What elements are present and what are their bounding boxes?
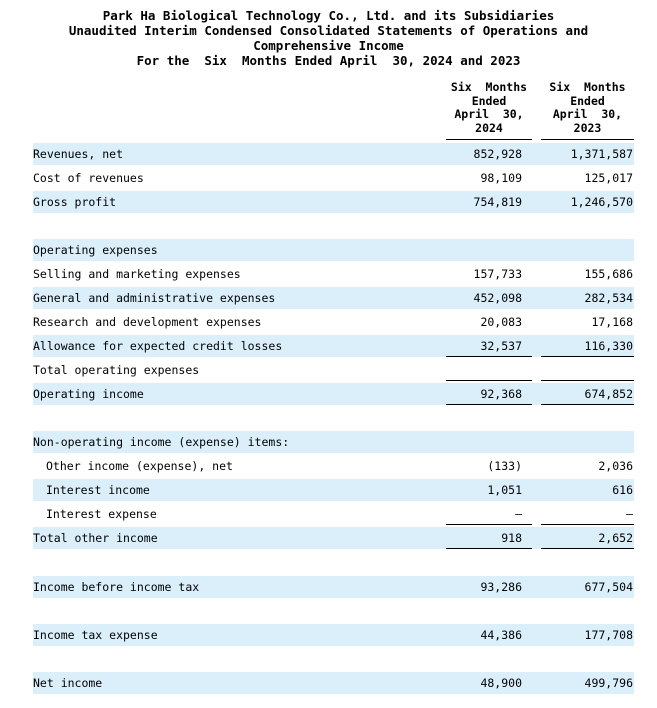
value-2023: 2,652 <box>598 531 633 545</box>
total-rule <box>446 356 532 357</box>
value-2024: 754,819 <box>473 195 522 209</box>
row-label: Operating income <box>33 387 144 401</box>
row-label: Other income (expense), net <box>46 459 233 473</box>
value-2023: 677,504 <box>584 580 633 594</box>
value-2024: 44,386 <box>480 628 522 642</box>
value-2023: 616 <box>612 483 633 497</box>
statement-row <box>33 287 634 309</box>
value-2024: 92,368 <box>480 387 522 401</box>
row-label: Total other income <box>33 531 158 545</box>
value-2024: (133) <box>487 459 522 473</box>
value-2024: 918 <box>501 531 522 545</box>
row-label: Interest income <box>46 483 150 497</box>
spacer-row <box>33 407 634 429</box>
spacer-row <box>33 552 634 574</box>
value-2024: 452,098 <box>473 291 522 305</box>
statement-row <box>33 503 634 525</box>
value-2024: 93,286 <box>480 580 522 594</box>
row-label: Research and development expenses <box>33 315 262 329</box>
value-2024: 32,537 <box>480 339 522 353</box>
total-rule <box>446 524 532 525</box>
row-label: Operating expenses <box>33 243 158 257</box>
statement-row <box>33 624 634 646</box>
statement-row <box>33 335 634 357</box>
period-line: For the Six Months Ended April 30, 2024 and 2023 <box>136 53 521 68</box>
column-header-line: 2023 <box>573 120 602 135</box>
value-2024: 20,083 <box>480 315 522 329</box>
row-label: Allowance for expected credit losses <box>33 339 283 353</box>
statement-row <box>33 479 634 501</box>
statement-row <box>33 239 634 261</box>
column-header-line: Six Months <box>549 80 626 94</box>
value-2023: — <box>626 507 633 521</box>
row-label: Income before income tax <box>33 580 200 594</box>
column-header-line: 2024 <box>475 120 503 135</box>
column-header-line: Ended <box>471 93 507 108</box>
statement-name-line1: Unaudited Interim Condensed Consolidated Statements of Operations and <box>68 23 589 38</box>
statement-row <box>33 311 634 333</box>
value-2023: 17,168 <box>591 315 633 329</box>
row-label: Cost of revenues <box>33 171 144 185</box>
row-label: Total operating expenses <box>33 363 200 377</box>
total-rule <box>541 404 634 405</box>
total-rule <box>446 404 532 405</box>
value-2023: 499,796 <box>584 676 633 690</box>
value-2023: 125,017 <box>584 171 633 185</box>
value-2023: 2,036 <box>598 459 633 473</box>
row-label: Gross profit <box>33 195 117 209</box>
statement-row <box>33 263 634 285</box>
value-2023: 177,708 <box>584 628 633 642</box>
company-name: Park Ha Biological Technology Co., Ltd. and its Subsidiaries <box>102 8 555 23</box>
value-2024: 98,109 <box>480 171 522 185</box>
statement-row <box>33 576 634 598</box>
column-header-line: Ended <box>570 93 605 108</box>
value-2023: 282,534 <box>584 291 633 305</box>
statement-row <box>33 143 634 165</box>
total-rule <box>541 524 634 525</box>
value-2023: 1,371,587 <box>570 147 633 161</box>
total-rule <box>541 548 634 549</box>
row-label: Selling and marketing expenses <box>33 267 241 281</box>
statement-row <box>33 167 634 189</box>
value-2024: 157,733 <box>473 267 522 281</box>
value-2024: 1,051 <box>487 483 522 497</box>
statement-row <box>33 527 634 549</box>
statement-row <box>33 383 634 405</box>
value-2024: 852,928 <box>473 147 522 161</box>
column-header-line: April 30, <box>454 107 524 121</box>
value-2023: 116,330 <box>584 339 633 353</box>
statement-row <box>33 191 634 213</box>
column-header-line: April 30, <box>552 107 623 121</box>
row-label: Net income <box>33 676 103 690</box>
total-rule <box>446 548 532 549</box>
statement-row <box>33 359 634 381</box>
value-2023: 674,852 <box>584 387 633 401</box>
column-header-line: Six Months <box>450 80 528 94</box>
row-label: Interest expense <box>46 507 157 521</box>
value-2024: — <box>515 507 522 521</box>
statement-row <box>33 431 634 453</box>
row-label: Revenues, net <box>33 147 124 161</box>
value-2024: 48,900 <box>480 676 522 690</box>
spacer-row <box>33 600 634 622</box>
value-2023: 155,686 <box>584 267 633 281</box>
spacer-row <box>33 215 634 237</box>
row-label: General and administrative expenses <box>33 291 276 305</box>
total-rule <box>541 380 634 381</box>
total-rule <box>541 356 634 357</box>
statement-row <box>33 672 634 694</box>
spacer-row <box>33 648 634 670</box>
value-2023: 1,246,570 <box>570 195 633 209</box>
row-label: Non-operating income (expense) items: <box>33 435 290 449</box>
statement-row <box>33 455 634 477</box>
statement-name-line2: Comprehensive Income <box>253 38 404 53</box>
total-rule <box>446 380 532 381</box>
row-label: Income tax expense <box>33 628 158 642</box>
